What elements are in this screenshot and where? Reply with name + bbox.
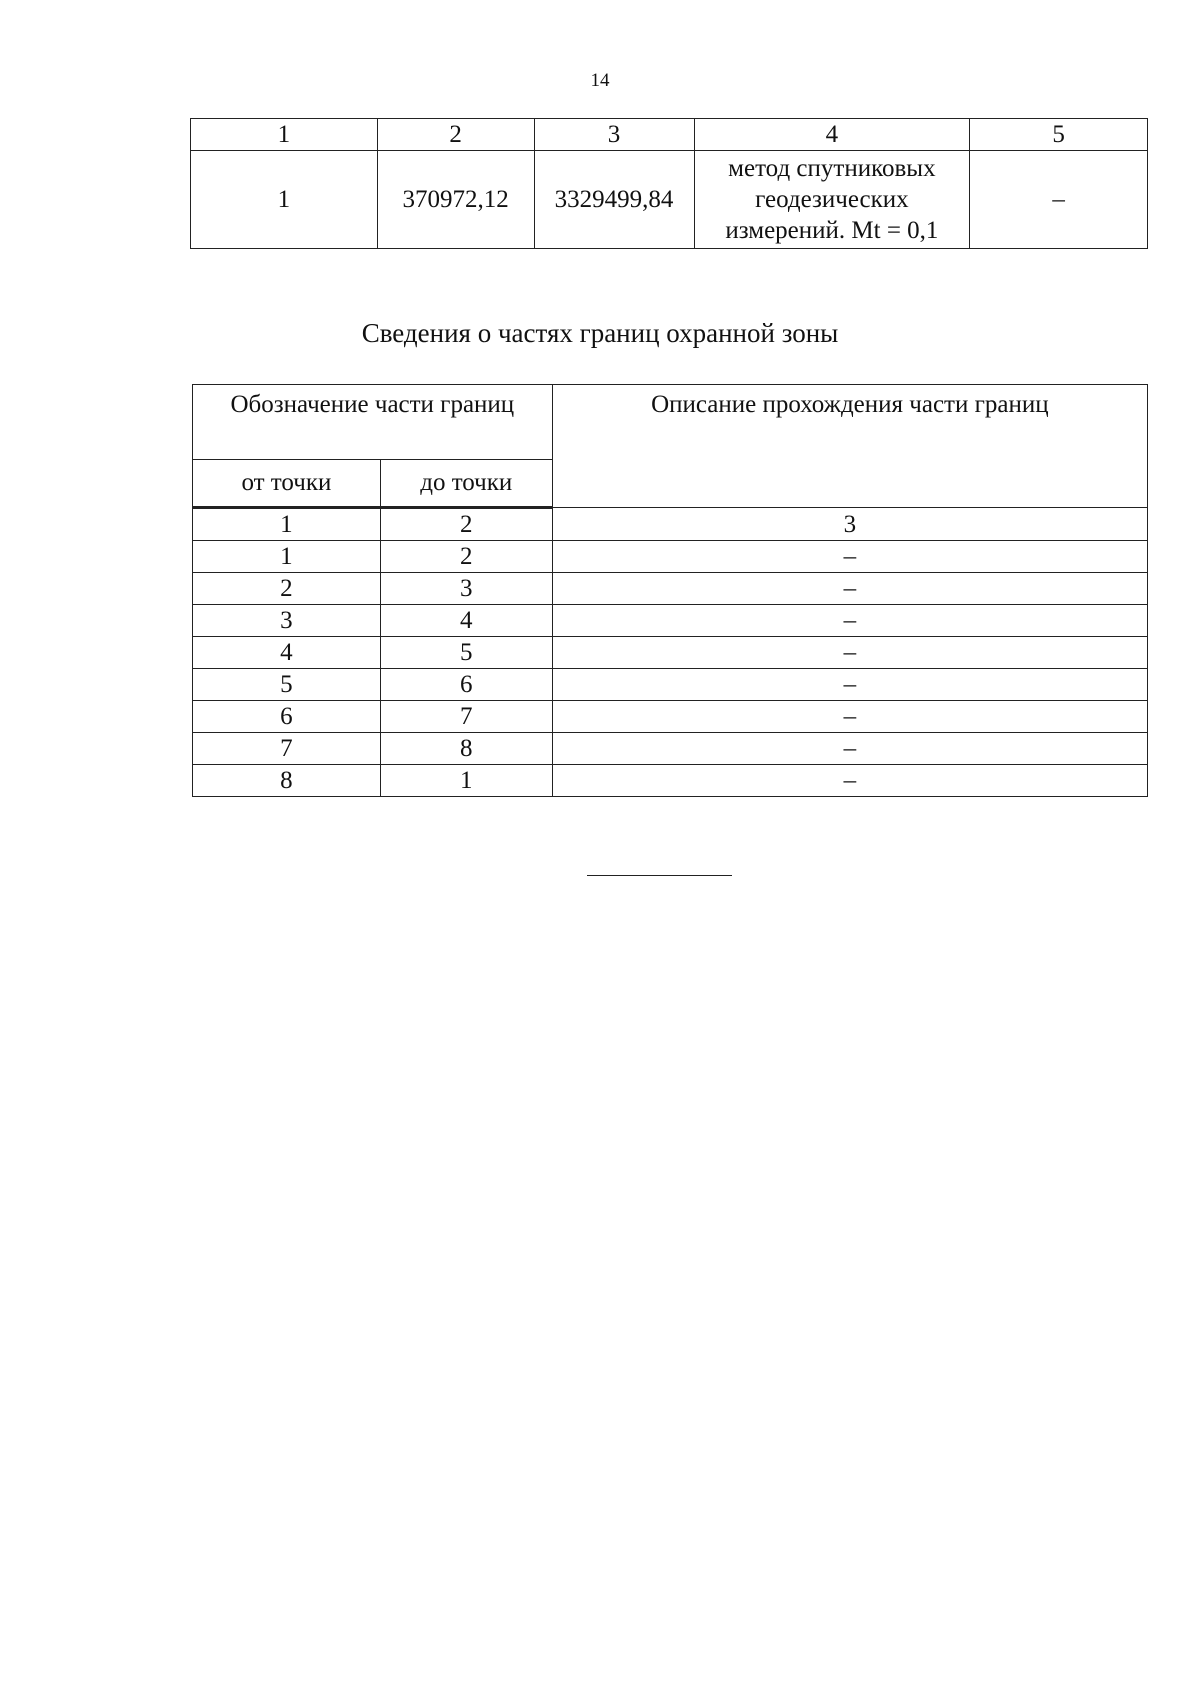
- to-point-cell: 4: [380, 605, 552, 637]
- table-row: [193, 605, 1148, 637]
- table-row: [193, 637, 1148, 669]
- parts-header-row: [193, 385, 1148, 460]
- from-point-cell: 7: [193, 733, 381, 765]
- to-point-cell: 3: [380, 573, 552, 605]
- table-row: [193, 573, 1148, 605]
- description-header: Описание прохождения части границ: [552, 385, 1147, 508]
- description-cell: –: [552, 669, 1147, 701]
- y-coordinate-cell: 3329499,84: [534, 151, 694, 249]
- to-point-cell: 8: [380, 733, 552, 765]
- column-number-cell: 5: [970, 119, 1148, 151]
- from-point-header: от точки: [193, 460, 381, 508]
- description-cell: –: [552, 701, 1147, 733]
- table-row: [193, 765, 1148, 797]
- to-point-cell: 7: [380, 701, 552, 733]
- column-number-cell: 2: [380, 508, 552, 541]
- end-of-section-rule: [587, 875, 732, 876]
- description-cell: –: [552, 637, 1147, 669]
- table-row: [193, 701, 1148, 733]
- description-cell: –: [552, 733, 1147, 765]
- section-title: Сведения о частях границ охранной зоны: [361, 318, 839, 348]
- method-line: метод спутниковых: [728, 155, 936, 182]
- x-coordinate-cell: 370972,12: [377, 151, 534, 249]
- method-line: геодезических: [755, 186, 909, 213]
- description-cell: –: [552, 541, 1147, 573]
- boundary-parts-table: [192, 384, 1148, 797]
- column-number-cell: 1: [191, 119, 378, 151]
- coordinates-header-row: [191, 119, 1148, 151]
- from-point-cell: 4: [193, 637, 381, 669]
- from-point-cell: 6: [193, 701, 381, 733]
- to-point-cell: 6: [380, 669, 552, 701]
- designation-header: Обозначение части границ: [193, 385, 553, 460]
- from-point-cell: 1: [193, 541, 381, 573]
- coordinates-row: [191, 151, 1148, 249]
- column-number-cell: 3: [534, 119, 694, 151]
- point-number-cell: 1: [191, 151, 378, 249]
- from-point-cell: 2: [193, 573, 381, 605]
- coordinates-table: [190, 118, 1148, 249]
- column-number-cell: 4: [694, 119, 970, 151]
- page-number: 14: [590, 70, 610, 91]
- description-cell: –: [552, 605, 1147, 637]
- to-point-header: до точки: [380, 460, 552, 508]
- description-cell: –: [552, 765, 1147, 797]
- from-point-cell: 5: [193, 669, 381, 701]
- column-number-cell: 1: [193, 508, 381, 541]
- method-line: измерений. Mt = 0,1: [725, 217, 939, 244]
- to-point-cell: 1: [380, 765, 552, 797]
- description-cell: –: [552, 573, 1147, 605]
- to-point-cell: 5: [380, 637, 552, 669]
- note-cell: –: [970, 151, 1148, 249]
- table-row: [193, 669, 1148, 701]
- column-number-cell: 2: [377, 119, 534, 151]
- column-number-cell: 3: [552, 508, 1147, 541]
- table-row: [193, 733, 1148, 765]
- table-row: [193, 541, 1148, 573]
- from-point-cell: 3: [193, 605, 381, 637]
- method-cell: [694, 151, 970, 249]
- parts-numbering-row: [193, 508, 1148, 541]
- to-point-cell: 2: [380, 541, 552, 573]
- from-point-cell: 8: [193, 765, 381, 797]
